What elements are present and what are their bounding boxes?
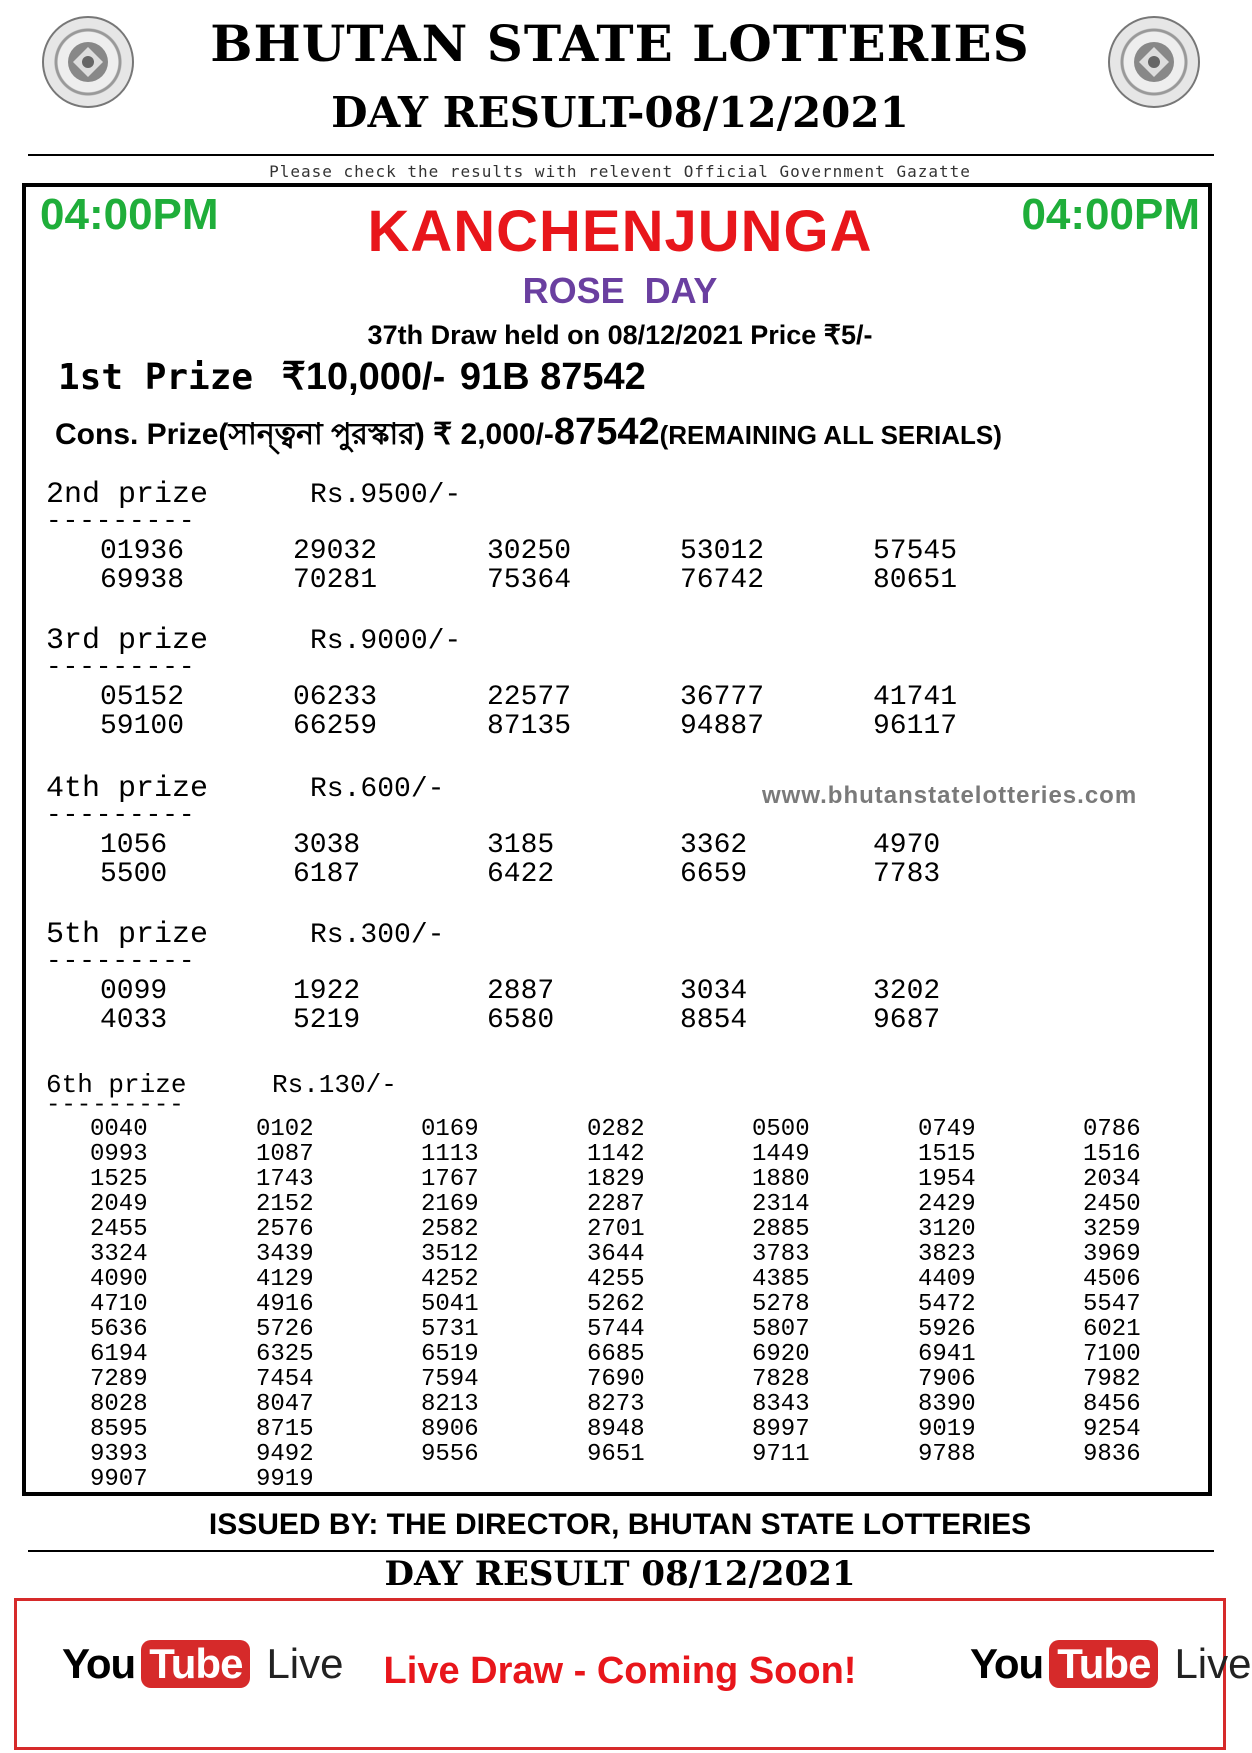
winning-number: 05152 <box>100 682 185 713</box>
sixth-prize-number: 2455 <box>90 1216 148 1243</box>
prize-underline: --------- <box>46 506 196 536</box>
sixth-prize-number: 2450 <box>1083 1191 1141 1218</box>
sixth-prize-number: 6519 <box>421 1341 479 1368</box>
prize-amount: Rs.600/- <box>310 774 445 805</box>
sixth-prize-number: 1767 <box>421 1166 479 1193</box>
sixth-prize-number: 8595 <box>90 1416 148 1443</box>
winning-number: 4033 <box>100 1005 168 1036</box>
sixth-prize-number: 2287 <box>587 1191 645 1218</box>
sixth-prize-number: 9556 <box>421 1441 479 1468</box>
prize-amount: Rs.9500/- <box>310 480 462 511</box>
sixth-prize-number: 4710 <box>90 1291 148 1318</box>
sixth-prize-number: 4506 <box>1083 1266 1141 1293</box>
sixth-prize-number: 3512 <box>421 1241 479 1268</box>
sixth-prize-number: 1515 <box>918 1141 976 1168</box>
winning-number: 59100 <box>100 711 185 742</box>
first-prize-ticket: 91B 87542 <box>459 356 646 398</box>
sixth-prize-number: 2429 <box>918 1191 976 1218</box>
winning-number: 36777 <box>680 682 765 713</box>
winning-number: 3185 <box>487 830 555 861</box>
winning-number: 41741 <box>873 682 958 713</box>
first-prize-amount: ₹10,000/- <box>281 356 446 398</box>
winning-number: 3202 <box>873 976 941 1007</box>
sixth-prize-number: 6325 <box>256 1341 314 1368</box>
header-divider <box>28 154 1214 156</box>
prize-label: 3rd prize <box>46 624 209 658</box>
sixth-prize-number: 3439 <box>256 1241 314 1268</box>
sixth-prize-number: 0993 <box>90 1141 148 1168</box>
youtube-you-text: You <box>970 1640 1044 1687</box>
sixth-prize-number: 9492 <box>256 1441 314 1468</box>
youtube-live-text: Live <box>266 1640 344 1687</box>
sixth-prize-number: 0102 <box>256 1116 314 1143</box>
winning-number: 29032 <box>293 536 378 567</box>
sixth-prize-number: 3644 <box>587 1241 645 1268</box>
sixth-prize-number: 0282 <box>587 1116 645 1143</box>
youtube-live-logo-right[interactable] <box>970 1640 1252 1688</box>
sixth-prize-number: 5726 <box>256 1316 314 1343</box>
cons-prize-line <box>55 410 1002 461</box>
sixth-prize-label: 6th prize <box>46 1070 187 1100</box>
sixth-prize-number: 4252 <box>421 1266 479 1293</box>
sixth-prize-number: 9019 <box>918 1416 976 1443</box>
prize-amount: Rs.9000/- <box>310 626 462 657</box>
winning-number: 3034 <box>680 976 748 1007</box>
prize-underline: --------- <box>46 800 196 830</box>
winning-number: 94887 <box>680 711 765 742</box>
winning-number: 4970 <box>873 830 941 861</box>
winning-number: 66259 <box>293 711 378 742</box>
winning-number: 1056 <box>100 830 168 861</box>
sixth-prize-number: 2582 <box>421 1216 479 1243</box>
youtube-tube-badge: Tube <box>1049 1640 1158 1688</box>
sixth-prize-number: 3259 <box>1083 1216 1141 1243</box>
website-url[interactable]: www.bhutanstatelotteries.com <box>762 782 1138 809</box>
sixth-prize-number: 8343 <box>752 1391 810 1418</box>
prize-label: 2nd prize <box>46 478 209 512</box>
sixth-prize-number: 3969 <box>1083 1241 1141 1268</box>
sixth-prize-number: 7100 <box>1083 1341 1141 1368</box>
sixth-prize-number: 2885 <box>752 1216 810 1243</box>
sixth-prize-number: 7906 <box>918 1366 976 1393</box>
winning-number: 3038 <box>293 830 361 861</box>
winning-number: 5500 <box>100 859 168 890</box>
sixth-prize-number: 1087 <box>256 1141 314 1168</box>
footer-result-date: DAY RESULT 08/12/2021 <box>384 1554 856 1594</box>
youtube-you-text: You <box>62 1640 136 1687</box>
winning-number: 70281 <box>293 565 378 596</box>
sixth-prize-number: 1142 <box>587 1141 645 1168</box>
winning-number: 9687 <box>873 1005 941 1036</box>
winning-number: 80651 <box>873 565 958 596</box>
sixth-prize-number: 2049 <box>90 1191 148 1218</box>
sixth-prize-number: 2576 <box>256 1216 314 1243</box>
prize-amount: Rs.300/- <box>310 920 445 951</box>
footer-divider <box>28 1550 1214 1552</box>
sixth-prize-number: 7289 <box>90 1366 148 1393</box>
sixth-prize-number: 8906 <box>421 1416 479 1443</box>
sixth-prize-number: 4129 <box>256 1266 314 1293</box>
sixth-prize-number: 1516 <box>1083 1141 1141 1168</box>
sixth-prize-number: 3324 <box>90 1241 148 1268</box>
issued-by: ISSUED BY: THE DIRECTOR, BHUTAN STATE LOTTERIES <box>208 1508 1032 1541</box>
sixth-prize-number: 8047 <box>256 1391 314 1418</box>
sixth-prize-number: 5926 <box>918 1316 976 1343</box>
winning-number: 2887 <box>487 976 555 1007</box>
winning-number: 0099 <box>100 976 168 1007</box>
sixth-prize-number: 1880 <box>752 1166 810 1193</box>
sixth-prize-number: 9907 <box>90 1466 148 1493</box>
winning-number: 96117 <box>873 711 958 742</box>
prize-label: 4th prize <box>46 772 209 806</box>
sixth-prize-number: 2034 <box>1083 1166 1141 1193</box>
winning-number: 6580 <box>487 1005 555 1036</box>
winning-number: 57545 <box>873 536 958 567</box>
sixth-prize-number: 6021 <box>1083 1316 1141 1343</box>
result-date-heading: DAY RESULT-08/12/2021 <box>331 88 909 137</box>
sixth-prize-number: 8997 <box>752 1416 810 1443</box>
sixth-prize-number: 9919 <box>256 1466 314 1493</box>
winning-number: 6187 <box>293 859 361 890</box>
winning-number: 5219 <box>293 1005 361 1036</box>
winning-number: 75364 <box>487 565 572 596</box>
sixth-prize-number: 5041 <box>421 1291 479 1318</box>
winning-number: 01936 <box>100 536 185 567</box>
sixth-prize-number: 4916 <box>256 1291 314 1318</box>
live-draw-text: Live Draw - Coming Soon! <box>383 1650 857 1692</box>
sixth-prize-number: 5744 <box>587 1316 645 1343</box>
sixth-prize-number: 4255 <box>587 1266 645 1293</box>
cons-prize-note: (REMAINING ALL SERIALS) <box>659 420 1002 450</box>
sixth-prize-number: 8456 <box>1083 1391 1141 1418</box>
sixth-prize-number: 5636 <box>90 1316 148 1343</box>
sixth-prize-number: 0786 <box>1083 1116 1141 1143</box>
lottery-name: KANCHENJUNGA <box>367 199 873 264</box>
winning-number: 7783 <box>873 859 941 890</box>
sixth-prize-number: 9393 <box>90 1441 148 1468</box>
sixth-prize-number: 6941 <box>918 1341 976 1368</box>
sixth-prize-number: 0749 <box>918 1116 976 1143</box>
sixth-prize-number: 8715 <box>256 1416 314 1443</box>
first-prize-line <box>58 354 646 399</box>
sixth-prize-number: 0040 <box>90 1116 148 1143</box>
sixth-prize-number: 7828 <box>752 1366 810 1393</box>
winning-number: 3362 <box>680 830 748 861</box>
sixth-prize-number: 2701 <box>587 1216 645 1243</box>
winning-number: 1922 <box>293 976 361 1007</box>
sixth-prize-number: 2314 <box>752 1191 810 1218</box>
winning-number: 87135 <box>487 711 572 742</box>
winning-number: 6659 <box>680 859 748 890</box>
youtube-live-text: Live <box>1174 1640 1252 1687</box>
prize-label: 5th prize <box>46 918 209 952</box>
sixth-prize-number: 9788 <box>918 1441 976 1468</box>
winning-number: 76742 <box>680 565 765 596</box>
winning-number: 06233 <box>293 682 378 713</box>
sixth-prize-number: 7982 <box>1083 1366 1141 1393</box>
sixth-prize-number: 1954 <box>918 1166 976 1193</box>
draw-day: ROSE DAY <box>522 270 718 311</box>
sixth-prize-underline: --------- <box>46 1092 185 1119</box>
winning-number: 8854 <box>680 1005 748 1036</box>
sixth-prize-number: 4409 <box>918 1266 976 1293</box>
prize-underline: --------- <box>46 946 196 976</box>
sixth-prize-number: 8213 <box>421 1391 479 1418</box>
sixth-prize-number: 7690 <box>587 1366 645 1393</box>
sixth-prize-number: 3120 <box>918 1216 976 1243</box>
winning-number: 6422 <box>487 859 555 890</box>
draw-info: 37th Draw held on 08/12/2021 Price ₹5/- <box>367 320 873 350</box>
sixth-prize-number: 5807 <box>752 1316 810 1343</box>
sixth-prize-number: 3783 <box>752 1241 810 1268</box>
sixth-prize-number: 9254 <box>1083 1416 1141 1443</box>
sixth-prize-number: 5278 <box>752 1291 810 1318</box>
winning-number: 22577 <box>487 682 572 713</box>
draw-time-left: 04:00PM <box>40 190 219 239</box>
sixth-prize-number: 1743 <box>256 1166 314 1193</box>
winning-number: 53012 <box>680 536 765 567</box>
sixth-prize-number: 5472 <box>918 1291 976 1318</box>
cons-prize-amount: ₹ 2,000/- <box>433 418 554 451</box>
sixth-prize-number: 9711 <box>752 1441 810 1468</box>
sixth-prize-number: 1449 <box>752 1141 810 1168</box>
cons-prize-label: Cons. Prize(সান্ত্বনা পুরস্কার) <box>55 418 425 451</box>
sixth-prize-number: 0500 <box>752 1116 810 1143</box>
sixth-prize-number: 6920 <box>752 1341 810 1368</box>
sixth-prize-number: 9836 <box>1083 1441 1141 1468</box>
sixth-prize-number: 6685 <box>587 1341 645 1368</box>
draw-time-right: 04:00PM <box>1021 190 1200 239</box>
sixth-prize-number: 6194 <box>90 1341 148 1368</box>
youtube-tube-badge: Tube <box>141 1640 250 1688</box>
sixth-prize-number: 2169 <box>421 1191 479 1218</box>
sixth-prize-number: 7454 <box>256 1366 314 1393</box>
sixth-prize-number: 1525 <box>90 1166 148 1193</box>
sixth-prize-number: 3823 <box>918 1241 976 1268</box>
sixth-prize-number: 1829 <box>587 1166 645 1193</box>
sixth-prize-number: 5547 <box>1083 1291 1141 1318</box>
sixth-prize-amount: Rs.130/- <box>272 1070 397 1100</box>
winning-number: 69938 <box>100 565 185 596</box>
sixth-prize-number: 8028 <box>90 1391 148 1418</box>
sixth-prize-number: 8273 <box>587 1391 645 1418</box>
sixth-prize-number: 5262 <box>587 1291 645 1318</box>
sixth-prize-number: 8390 <box>918 1391 976 1418</box>
sixth-prize-number: 5731 <box>421 1316 479 1343</box>
sixth-prize-number: 7594 <box>421 1366 479 1393</box>
winning-number: 30250 <box>487 536 572 567</box>
sixth-prize-number: 2152 <box>256 1191 314 1218</box>
sixth-prize-number: 4385 <box>752 1266 810 1293</box>
sixth-prize-number: 9651 <box>587 1441 645 1468</box>
sixth-prize-number: 8948 <box>587 1416 645 1443</box>
prize-underline: --------- <box>46 652 196 682</box>
gazette-notice: Please check the results with relevent Official Government Gazatte <box>269 162 971 181</box>
cons-prize-number: 87542 <box>553 411 660 453</box>
sixth-prize-number: 1113 <box>421 1141 479 1168</box>
sixth-prize-number: 4090 <box>90 1266 148 1293</box>
sixth-prize-number: 0169 <box>421 1116 479 1143</box>
org-title: BHUTAN STATE LOTTERIES <box>210 14 1030 73</box>
first-prize-label: 1st Prize <box>58 357 254 398</box>
